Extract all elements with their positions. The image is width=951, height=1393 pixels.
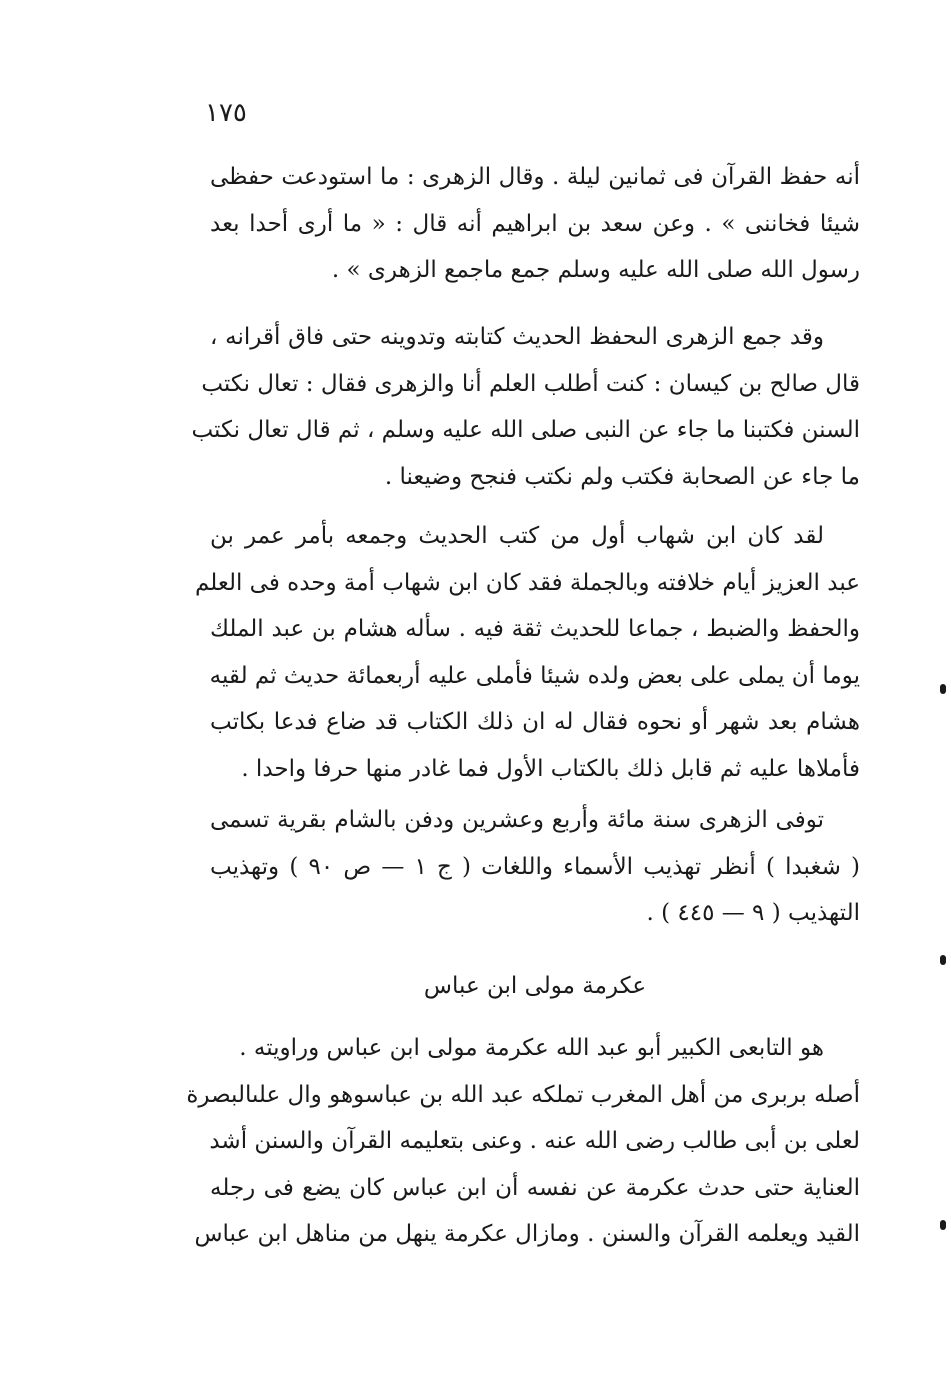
text-line: يوما أن يملى على بعض ولده شيئا فأملى عليه أربعمائة حديث ثم لقيه (209, 662, 860, 689)
paragraph-ikrima (186, 1025, 860, 1258)
text-line: قال صالح بن كيسان : كنت أطلب العلم أنا والزهرى فقال : تعال نكتب (201, 370, 860, 397)
text-line: هو التابعى الكبير أبو عبد الله عكرمة مولى ابن عباس وراويته . (239, 1035, 824, 1061)
page-number: ١٧٥ (205, 98, 247, 128)
text-line: هشام بعد شهر أو نحوه فقال له ان ذلك الكتاب قد ضاع فدعا بكاتب (210, 709, 860, 735)
text-line: ما جاء عن الصحابة فكتب ولم نكتب فنجح وضيعنا . (384, 463, 860, 490)
section-heading-block (210, 963, 860, 1010)
section-heading: عكرمة مولى ابن عباس (423, 973, 647, 999)
text-line: ( شغبدا ) أنظر تهذيب الأسماء واللغات ( ج ١ — ص ٩٠ ) وتهذيب (210, 853, 860, 880)
text-line: العناية حتى حدث عكرمة عن نفسه أن ابن عباس كان يضع فى رجله (210, 1174, 860, 1201)
text-line: لعلى بن أبى طالب رضى الله عنه . وعنى بتعليمه القرآن والسنن أشد (209, 1128, 860, 1154)
scan-speck (940, 955, 946, 965)
paragraph-ibn-shihab (194, 513, 860, 792)
text-line: لقد كان ابن شهاب أول من كتب الحديث وجمعه بأمر عمر بن (210, 523, 824, 549)
text-line: السنن فكتبنا ما جاء عن النبى صلى الله عليه وسلم ، ثم قال تعال نكتب (191, 417, 860, 443)
text-line: شيئا فخاننى » . وعن سعد بن ابراهيم أنه قال : « ما أرى أحدا بعد (210, 210, 860, 237)
text-line: عبد العزيز أيام خلافته وبالجملة فقد كان ابن شهاب أمة وحده فى العلم (194, 569, 860, 596)
scan-speck (940, 684, 946, 694)
text-line: رسول الله صلى الله عليه وسلم جمع ماجمع الزهرى » . (331, 257, 860, 283)
text-line: فأملاها عليه ثم قابل ذلك بالكتاب الأول فما غادر منها حرفا واحدا . (241, 755, 860, 782)
text-line: أنه حفظ القرآن فى ثمانين ليلة . وقال الزهرى : ما استودعت حفظى (210, 164, 860, 190)
text-line: التهذيب ( ٩ — ٤٤٥ ) . (646, 900, 860, 926)
text-line: وقد جمع الزهرى الىحفظ الحديث كتابته وتدوينه حتى فاق أقرانه ، (210, 324, 824, 350)
text-line: أصله بربرى من أهل المغرب تملكه عبد الله بن عباسوهو وال علىالبصرة (186, 1081, 860, 1108)
text-line: والحفظ والضبط ، جماعا للحديث ثقة فيه . سأله هشام بن عبد الملك (210, 616, 860, 642)
scan-speck (940, 1220, 946, 1230)
text-line: القيد ويعلمه القرآن والسنن . ومازال عكرمة ينهل من مناهل ابن عباس (194, 1221, 860, 1247)
text-line: توفى الزهرى سنة مائة وأربع وعشرين ودفن بالشام بقرية تسمى (210, 807, 824, 833)
paragraph-zuhri-death (210, 797, 860, 937)
paragraph-zuhri-memory (210, 154, 860, 294)
paragraph-zuhri-writing (191, 314, 860, 500)
